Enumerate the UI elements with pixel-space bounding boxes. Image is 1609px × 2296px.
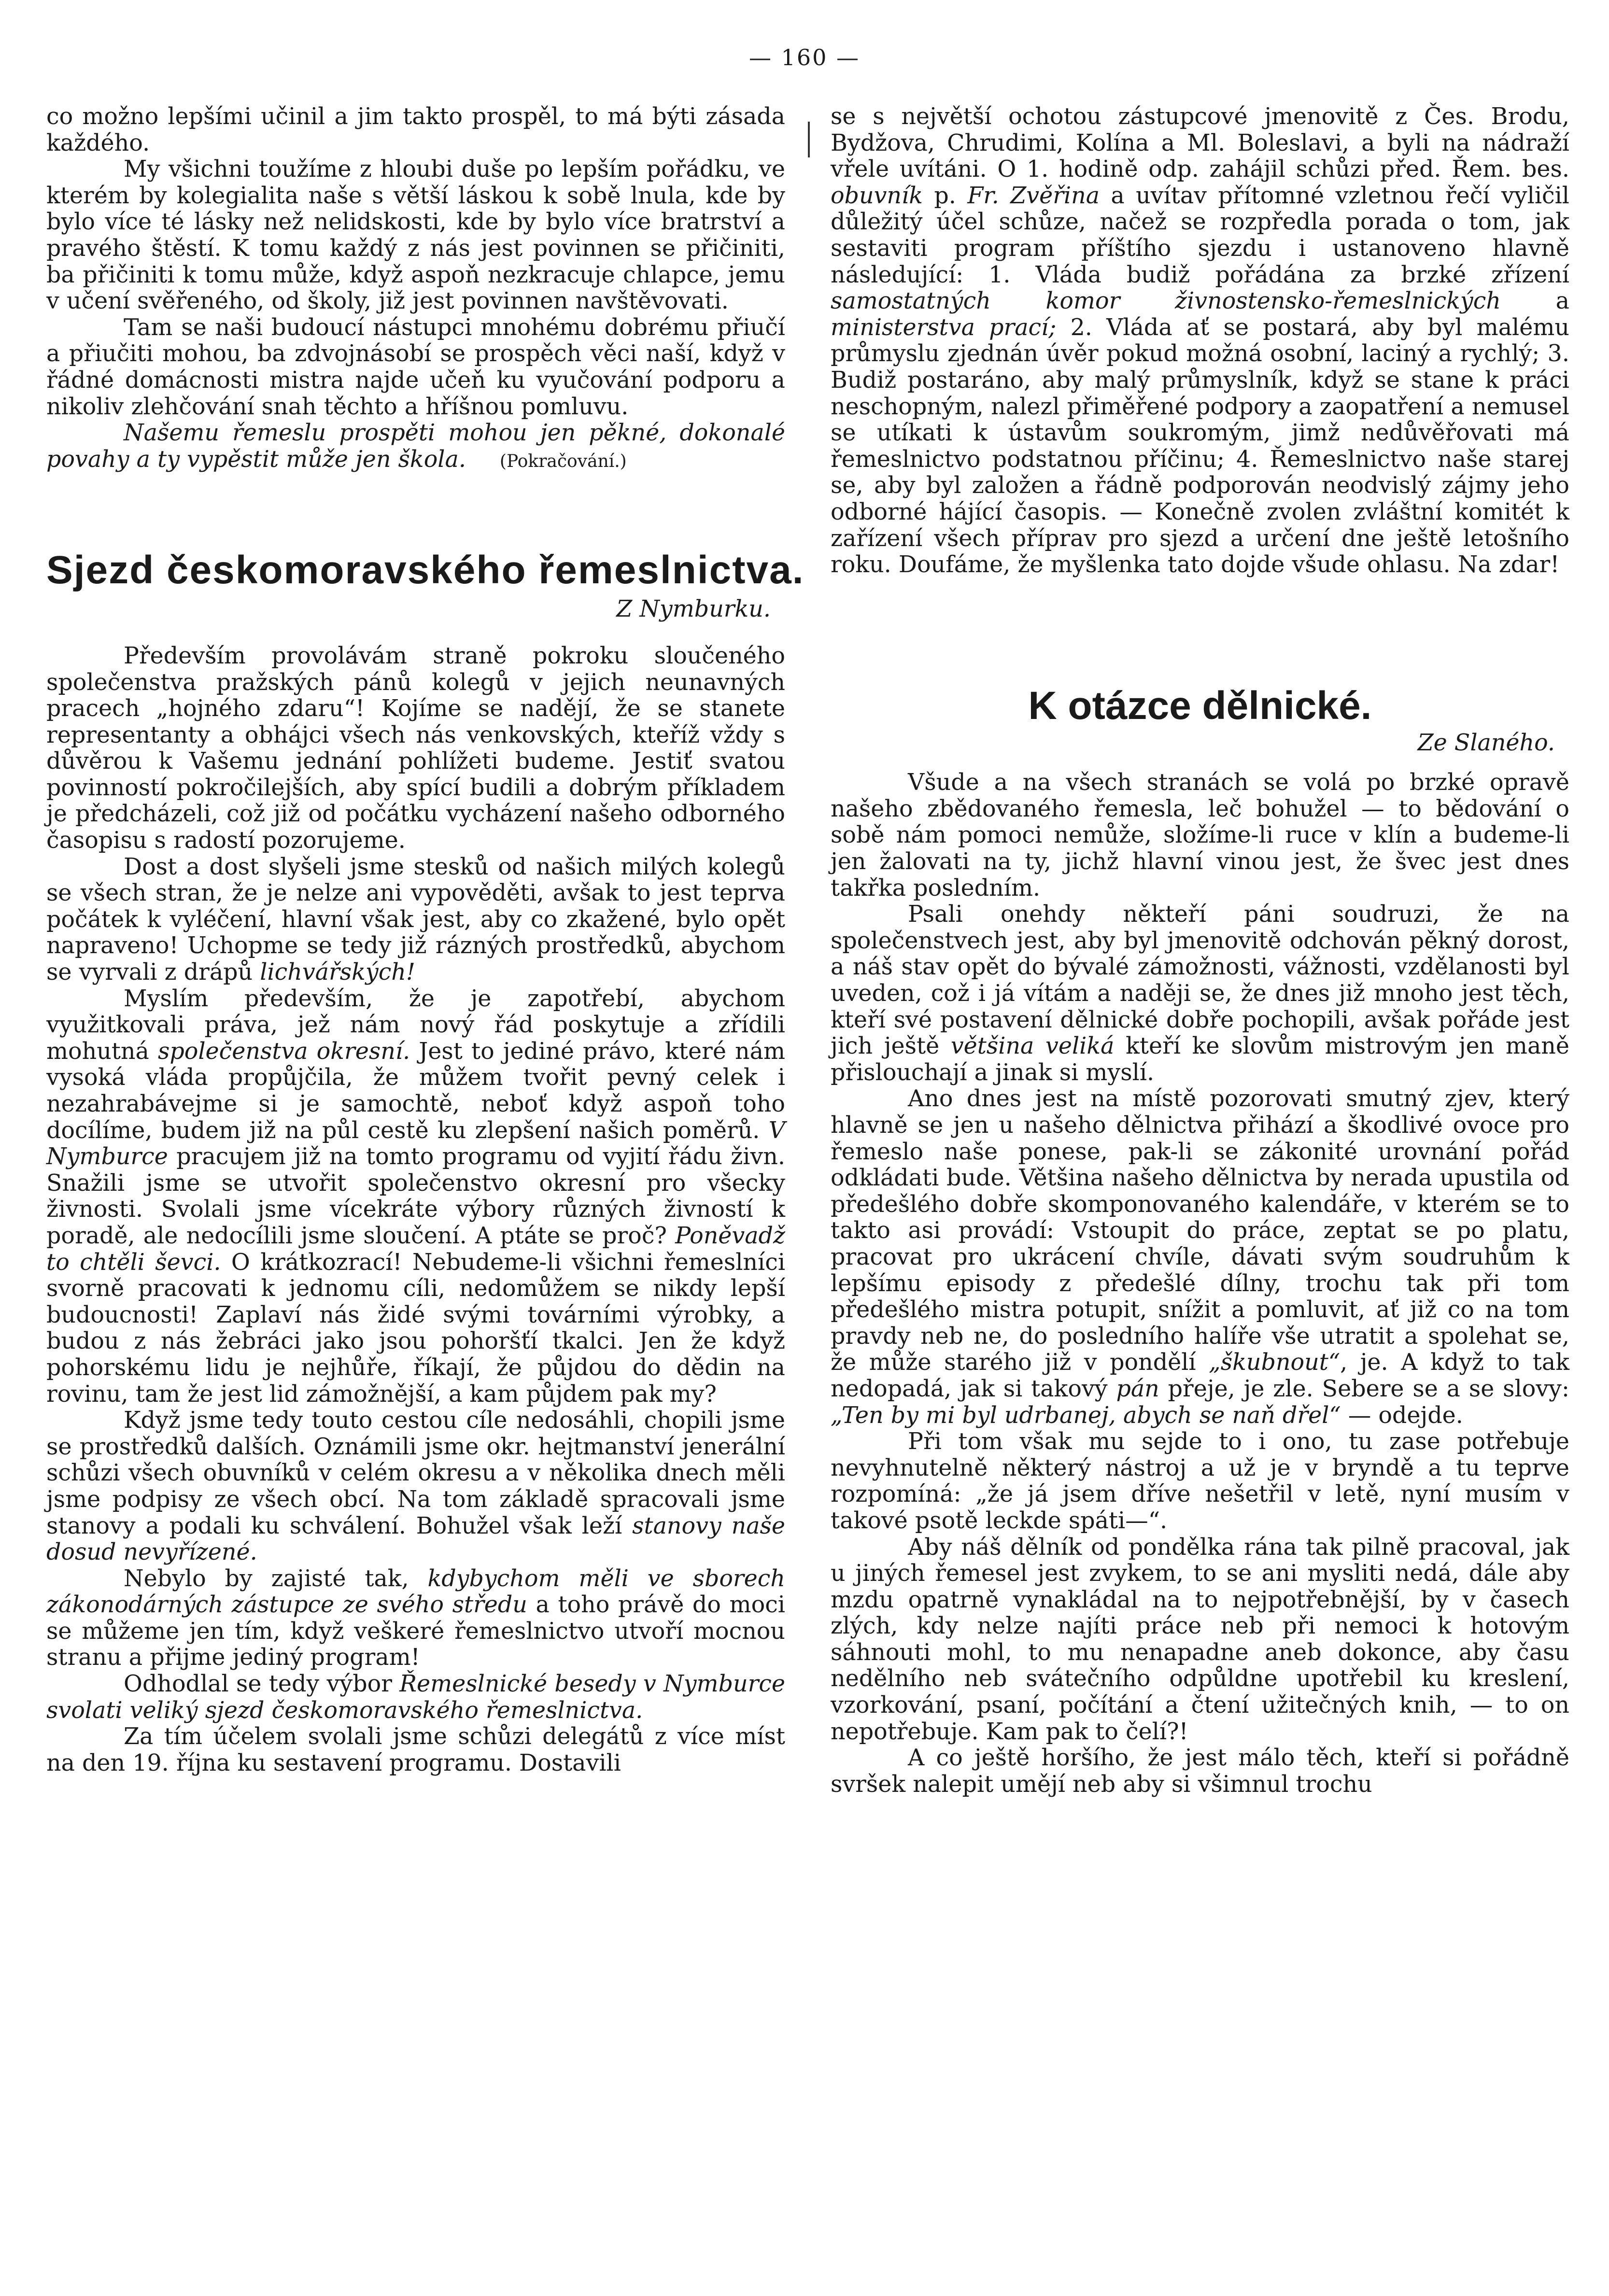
text-run: Především provolávám straně pokroku sloučeného společenstva pražských pánů kolegů v jejich neunavných pracech „hojného zdaru“! Kojíme se nadějí, že se stanete representanty a obhájci všech nás venkovských, kteříž vždy s důvěrou k Vašemu jednání pohlížeti budeme. Jestiť svatou povinností pokročilejších, aby spící budili a dobrým příkladem je předcházeli, což již od počátku vycházení našeho odborného časopisu s radostí pozorujeme. bbox=[46, 642, 785, 854]
paragraph bbox=[46, 1671, 785, 1724]
text-run: Dost a dost slyšeli jsme stesků od našich milých kolegů se všech stran, že je nelze ani vypověděti, avšak to jest teprva počátek k vyléčení, hlavní však jest, aby co zkažené, bylo opět napraveno! Uchopme se tedy již rázných prostředků, abychom se vyrvali z drápů bbox=[46, 853, 785, 986]
paragraph bbox=[831, 1745, 1569, 1798]
italic-run: Fr. Zvěřina bbox=[967, 182, 1100, 209]
italic-run: „Ten by mi byl udrbanej, abych se naň dřel“ bbox=[831, 1402, 1341, 1429]
text-run: co možno lepšími učinil a jim takto prospěl, to má býti zásada každého. bbox=[46, 103, 785, 156]
text-run: — odejde. bbox=[1341, 1402, 1463, 1429]
paragraph bbox=[46, 1408, 785, 1566]
text-run: se s největší ochotou zástupcové jmenovitě z Čes. Brodu, Bydžova, Chrudimi, Kolína a Ml. Boleslavi, a byli na nádraží vřele uvítáni. O 1. hodině odp. zahájil schůzi před. Řem. bes. bbox=[831, 103, 1569, 183]
text-run: A co ještě horšího, že jest málo těch, kteří si pořádně svršek nalepit umějí neb aby si všimnul trochu bbox=[831, 1745, 1569, 1798]
italic-run: stanovy naše dosud nevyřízené. bbox=[46, 1512, 786, 1566]
italic-run: V Nymburce bbox=[46, 1117, 785, 1170]
text-run: O krátkozrací! Nebudeme-li všichni řemeslníci svorně pracovati k jednomu cíli, nedomůžem se nikdy lepší budoucnosti! Zaplaví nás židé svými továrními výrobky, a budou z nás žebráci jako jsou pohoršťí tkalci. Jen že když pohorskému lidu je nejhůře, říkají, že půjdou do dědin na rovinu, tam že jest lid zámožnější, a kam půjdem pak my? bbox=[46, 1249, 786, 1408]
paragraph bbox=[46, 104, 785, 156]
paragraph bbox=[831, 1535, 1569, 1746]
text-run: Odhodlal se tedy výbor bbox=[124, 1671, 400, 1698]
italic-run: většina veliká bbox=[950, 1033, 1115, 1060]
italic-run: pán bbox=[1116, 1375, 1159, 1402]
text-run: Při tom však mu sejde to i ono, tu zase potřebuje nevyhnutelně některý nástroj a už je v bryndě a tu teprve rozpomíná: „že já jsem dříve nešetřil v letě, nyní musím v takové psotě leckde spáti—“. bbox=[831, 1428, 1569, 1534]
article-dateline: Ze Slaného. bbox=[1417, 729, 1555, 756]
right-column bbox=[831, 104, 1569, 1798]
article-otazka bbox=[831, 682, 1569, 1798]
italic-run: samostatných komor živnostensko-řemeslnických bbox=[831, 288, 1501, 315]
italic-run: Našemu řemeslu prospěti mohou jen pěkné, dokonalé povahy a ty vypěstit může jen škola. bbox=[46, 420, 785, 473]
article-headline: Sjezd českomoravského řemeslnictva. bbox=[46, 548, 804, 592]
continued-article bbox=[46, 104, 785, 475]
paragraph bbox=[831, 901, 1569, 1086]
italic-run: kdybychom měli ve sborech zákonodárných zástupce ze svého středu bbox=[46, 1565, 785, 1619]
text-run: kteří ke slovům mistrovým jen maně přislouchají a jinak si myslí. bbox=[831, 1033, 1569, 1086]
text-run: a toho právě do moci se můžeme jen tím, když veškeré řemeslnictvo utvoří mocnou stranu a přijme jediný program! bbox=[46, 1592, 785, 1671]
italic-run: Řemeslnické besedy v Nymburce svolati veliký sjezd českomoravského řemeslnictva. bbox=[46, 1671, 785, 1724]
italic-run: ministerstva prací; bbox=[831, 314, 1057, 341]
text-run: Tam se naši budoucí nástupci mnohému dobrému přiučí a přiučiti mohou, ba zdvojnásobí se prospěch věci naší, když v řádné domácnosti mistra najde učeň ku vyučování podporu a nikoliv zlehčování snah těchto a hříšnou pomluvu. bbox=[46, 314, 785, 420]
text-run: a bbox=[1500, 288, 1569, 315]
paragraph bbox=[46, 315, 785, 420]
paragraph bbox=[46, 1724, 785, 1776]
italic-run: společenstva okresní. bbox=[157, 1038, 410, 1065]
paragraph bbox=[46, 643, 785, 854]
text-run: My všichni toužíme z hloubi duše po lepším pořádku, ve kterém by kolegialita naše s větší láskou k sobě lnula, kde by bylo více té lásky než nelidskosti, kde by bylo více bratrství a pravého štěstí. K tomu každý z nás jest povinnen se přičiniti, ba přičiniti k tomu může, když aspoň nezkracuje chlapce, jemu v učení svěřeného, od školy, již jest povinnen navštěvovati. bbox=[46, 156, 785, 315]
page-number: — 160 — bbox=[748, 44, 861, 70]
text-run: Ano dnes jest na místě pozorovati smutný zjev, který hlavně se jen u našeho dělnictva přihází a škodlivé ovoce pro řemeslo naše ponese, pak-li se zákonité urovnání pořád odkládati bude. Většina našeho dělnictva by nerada upustila od předešlého dobře skomponovaného kalendáře, v kterém se to takto asi provádí: Vstoupit do práce, zeptat se po platu, pracovat pro ukrácení chvíle, dávati svým soudruhům k lepšímu episody z předešlé dílny, trochu tak při tom předešlého mistra potupit, snížit a pomluvit, ať již co na tom pravdy neb ne, do posledního halíře vše utratit a spolehat se, že může starého již v pondělí bbox=[831, 1085, 1569, 1376]
paragraph bbox=[46, 986, 785, 1408]
text-run: pracujem již na tomto programu od vyjití řádu živn. Snažili jsme se utvořit společenstvo okresní pro všecky živnosti. Svolali jsme vícekráte výbory různých živností k poradě, ale nedocílili jsme sloučení. A ptáte se proč? bbox=[46, 1143, 785, 1249]
text-run: 2. Vláda ať se postará, aby byl malému průmyslu zjednán úvěr pokud možná osobní, laciný a rychlý; 3. Budiž postaráno, aby malý průmyslník, když se stane k práci neschopným, nalezl přiměřené podpory a zaopatření a nemusel se utíkati k ústavům soukromým, jimž nedůvěřovati má řemeslnictvo podstatnou příčinu; 4. Řemeslnictvo naše starej se, aby byl založen a řádně podporován neodvislý zájmy jeho odborné hájící časopis. — Konečně zvolen zvláštní komitét k zařízení všech příprav pro sjezd a určení dne ještě letošního roku. Doufáme, že myšlenka tato dojde všude ohlasu. Na zdar! bbox=[831, 314, 1569, 578]
italic-run: lichvářských! bbox=[260, 959, 415, 986]
text-run: Aby náš dělník od pondělka rána tak pilně pracoval, jak u jiných řemesel jest zvykem, to se ani mysliti nedá, dále aby mzdu opatrně vynakládal na to nejpotřebnější, by v časech zlých, kdy nelze najíti práce neb při nemoci k hotovým sáhnouti mohl, to mu nenapadne aneb dokonce, aby času nedělního neb svátečního odpůldne upotřebil ku kreslení, vzorkování, psaní, počítání a čtení užitečných knih, — to on nepotřebuje. Kam pak to čelí?! bbox=[831, 1534, 1569, 1745]
text-run: , je. A když to tak nedopadá, jak si takový bbox=[831, 1349, 1569, 1402]
continuation-note: (Pokračování.) bbox=[499, 451, 627, 471]
text-run: Když jsme tedy touto cestou cíle nedosáhli, chopili jsme se prostředků dalších. Oznámili jsme okr. hejtmanství jenerální schůzi všech obuvníků v celém okresu a v několika dnech měli jsme podpisy ze všech obcí. Na tom základě spracovali jsme stanovy a podali ku schválení. Bohužel však leží bbox=[46, 1407, 785, 1539]
paragraph bbox=[46, 156, 785, 315]
text-run: Všude a na všech stranách se volá po brzké opravě našeho zbědovaného řemesla, leč bohužel — to bědování o sobě nám pomoci nemůže, složíme-li ruce v klín a budeme-li jen žalovati na ty, jichž hlavní vinou jest, že švec jest dnes takřka posledním. bbox=[831, 769, 1569, 901]
text-run: p. bbox=[923, 182, 968, 209]
article-sjezd bbox=[46, 546, 804, 1776]
text-run: Psali onehdy někteří páni soudruzi, že na společenstvech jest, aby byl jmenovitě odchován pěkný dorost, a náš stav opět do bývalé zámožnosti, vážnosti, vzdělanosti byl uveden, což i já vítám a naději se, že dnes již mnoho jest těch, kteří své postavení dělnické dobře pochopili, avšak pořáde jest jich ještě bbox=[831, 901, 1569, 1060]
text-run: Za tím účelem svolali jsme schůzi delegátů z více míst na den 19. října ku sestavení programu. Dostavili bbox=[46, 1723, 785, 1776]
paragraph bbox=[831, 1086, 1569, 1429]
italic-run: „škubnout“ bbox=[1209, 1349, 1341, 1376]
text-run: Jest to jediné právo, které nám vysoká vláda propůjčila, že můžem tvořit pevný celek i nezahrabávejme si je samochtě, neboť když aspoň toho docílíme, budem již na půl cestě ku zlepšení našich poměrů. bbox=[46, 1038, 786, 1144]
text-run: a uvítav přítomné vzletnou řečí vyličil důležitý účel schůze, načež se rozpředla porada o tom, jak sestaviti program příštího sjezdu i ustanoveno hlavně následující: 1. Vláda budiž pořádána za brzké zřízení bbox=[831, 182, 1569, 288]
paragraph bbox=[831, 104, 1569, 578]
article-headline: K otázce dělnické. bbox=[1028, 683, 1372, 728]
column-rule bbox=[808, 122, 810, 157]
text-run: Myslím především, že je zapotřebí, abychom využitkovali práva, jež nám nový řád poskytuje a zřídili mohutná bbox=[46, 985, 785, 1065]
left-column bbox=[46, 103, 804, 1776]
paragraph bbox=[46, 854, 785, 986]
italic-run: obuvník bbox=[831, 182, 923, 209]
italic-run: Poněvadž to chtěli ševci. bbox=[46, 1222, 785, 1276]
paragraph bbox=[831, 770, 1569, 901]
article-dateline: Z Nymburku. bbox=[616, 596, 771, 623]
paragraph bbox=[46, 1566, 785, 1671]
paragraph bbox=[46, 420, 785, 475]
article-sjezd-continued bbox=[831, 104, 1569, 578]
paragraph bbox=[831, 1429, 1569, 1534]
text-run: Nebylo by zajisté tak, bbox=[124, 1565, 428, 1592]
text-run: přeje, je zle. Sebere se a se slovy: bbox=[1159, 1375, 1569, 1402]
